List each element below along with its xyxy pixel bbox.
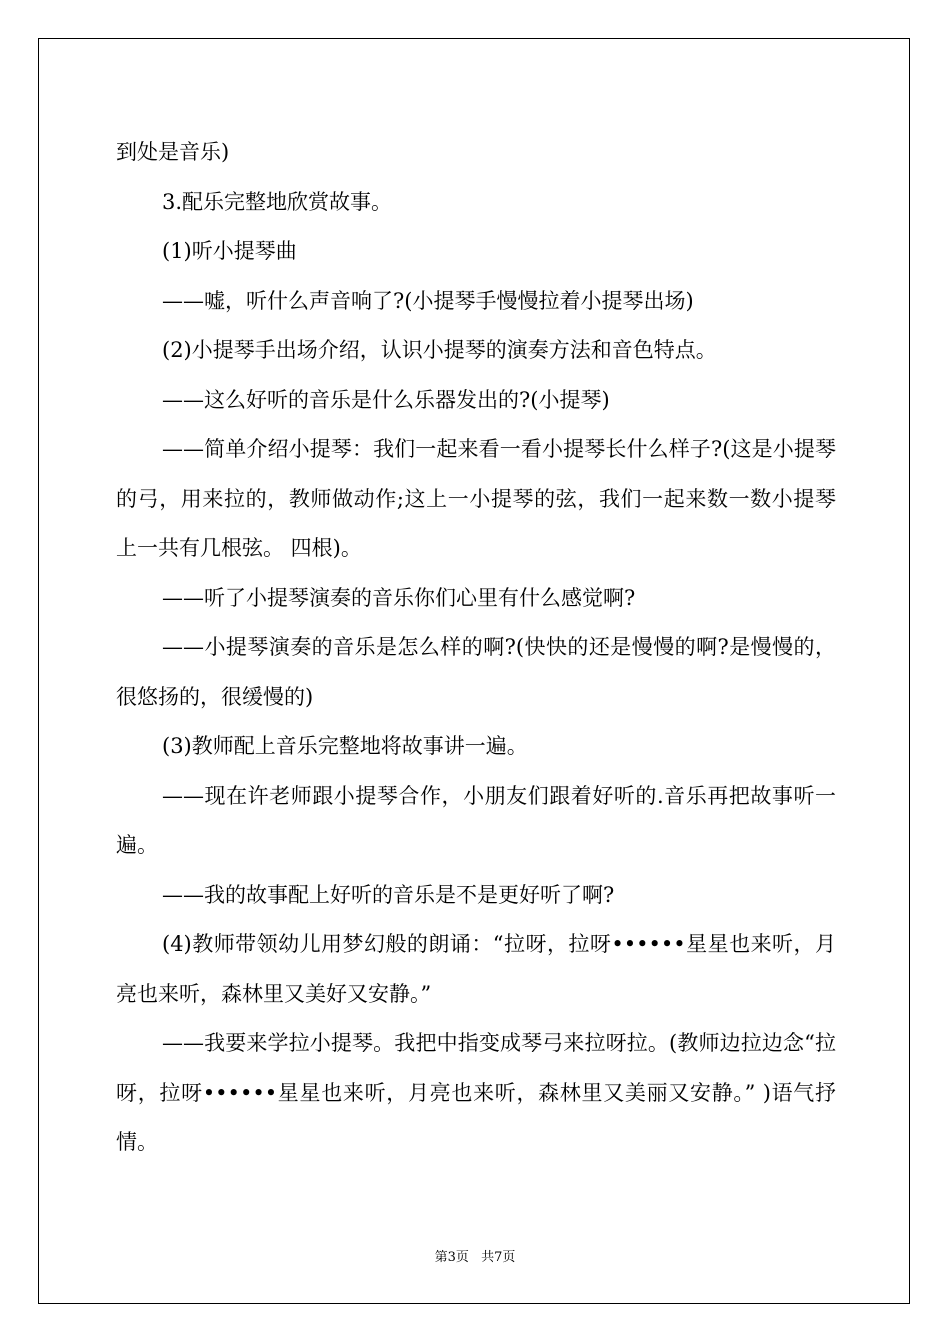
paragraph-3: (1)听小提琴曲: [162, 239, 297, 263]
paragraph-6: ——这么好听的音乐是什么乐器发出的?(小提琴): [162, 387, 610, 412]
paragraph-5: (2)小提琴手出场介绍，认识小提琴的演奏方法和音色特点。: [162, 338, 717, 362]
paragraph-8: ——听了小提琴演奏的音乐你们心里有什么感觉啊?: [162, 585, 636, 610]
paragraph-10: (3)教师配上音乐完整地将故事讲一遍。: [162, 734, 528, 758]
page-footer: [0, 1246, 950, 1265]
paragraph-11: ——现在许老师跟小提琴合作，小朋友们跟着好听的.音乐再把故事听一遍。: [116, 783, 836, 857]
paragraph-1: 到处是音乐): [116, 140, 230, 164]
paragraph-4: ——嘘，听什么声音响了?(小提琴手慢慢拉着小提琴出场): [162, 288, 694, 313]
paragraph-12: ——我的故事配上好听的音乐是不是更好听了啊?: [162, 882, 615, 907]
paragraph-7: ——简单介绍小提琴：我们一起来看一看小提琴长什么样子?(这是小提琴的弓，用来拉的，教师做动作;这上一小提琴的弦，我们一起来数一数小提琴上一共有几根弦。 四根)。: [116, 437, 836, 560]
paragraph-2: 3.配乐完整地欣赏故事。: [162, 189, 393, 214]
paragraph-13: (4)教师带领幼儿用梦幻般的朗诵：“拉呀，拉呀••••••星星也来听，月亮也来听，森林里又美好又安静。”: [116, 932, 836, 1006]
paragraph-9: ——小提琴演奏的音乐是怎么样的啊?(快快的还是慢慢的啊?是慢慢的，很悠扬的，很缓慢的): [116, 635, 836, 709]
paragraph-14: ——我要来学拉小提琴。我把中指变成琴弓来拉呀拉。(教师边拉边念“拉呀，拉呀••••••星星也来听，月亮也来听，森林里又美丽又安静。” )语气抒情。: [116, 1031, 836, 1154]
document-body: [116, 128, 836, 1168]
page-number: 第3页: [434, 1250, 469, 1265]
page-total: 共7页: [481, 1250, 516, 1265]
